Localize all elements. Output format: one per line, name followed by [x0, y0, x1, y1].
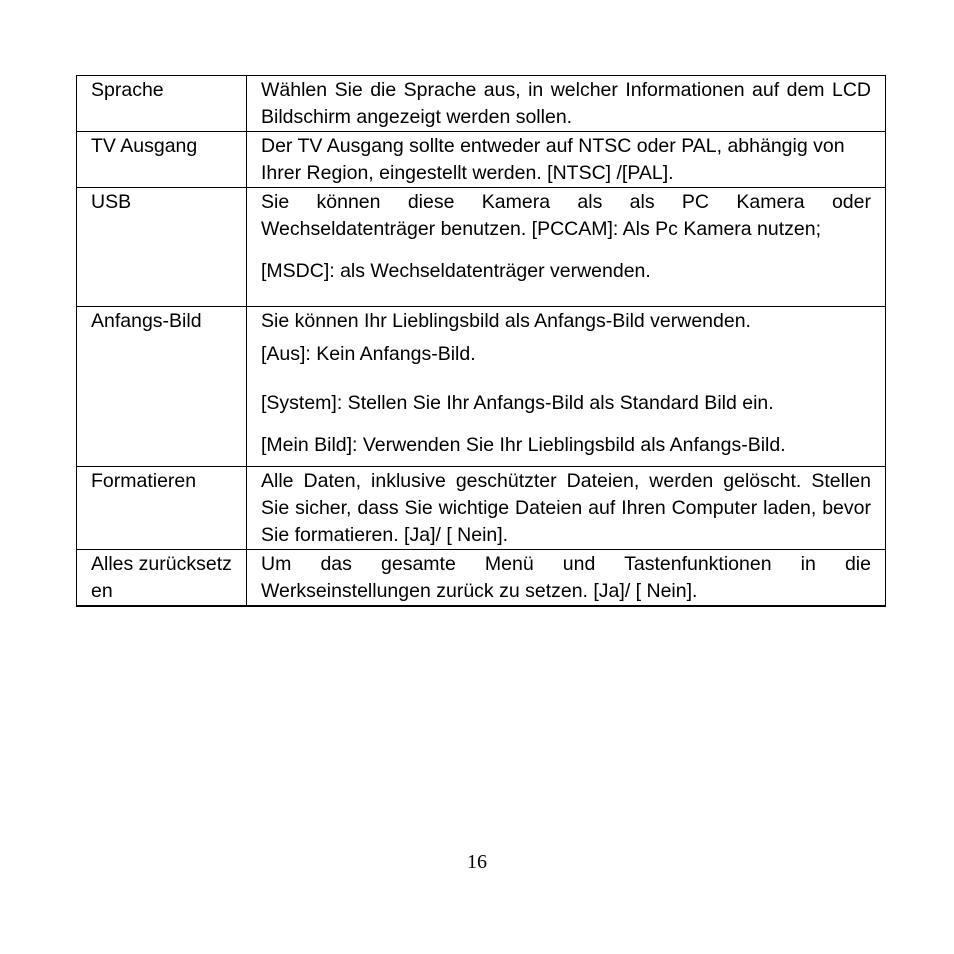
- setting-description: [247, 132, 886, 188]
- description-paragraph: Um das gesamte Menü und Tastenfunktionen in die Werkseinstellungen zurück zu setzen. [Ja]/ [ Nein].: [261, 553, 871, 602]
- setting-name: Alles zurücksetzen: [77, 550, 247, 607]
- setting-name: TV Ausgang: [77, 132, 247, 188]
- description-paragraph: [MSDC]: als Wechseldatenträger verwenden.: [261, 260, 651, 282]
- description-paragraph: [Aus]: Kein Anfangs-Bild.: [261, 343, 476, 365]
- setting-description: [247, 307, 886, 467]
- table-row: [77, 188, 886, 307]
- setting-name: Formatieren: [77, 467, 247, 550]
- description-paragraph: Wählen Sie die Sprache aus, in welcher Informationen auf dem LCD Bildschirm angezeigt werden sollen.: [261, 79, 871, 128]
- setting-name: Anfangs-Bild: [77, 307, 247, 467]
- table-row: [77, 307, 886, 467]
- description-paragraph: [Mein Bild]: Verwenden Sie Ihr Lieblingsbild als Anfangs-Bild.: [261, 434, 786, 456]
- table-row: [77, 76, 886, 132]
- setting-description: [247, 188, 886, 307]
- description-paragraph: Sie können Ihr Lieblingsbild als Anfangs-Bild verwenden.: [261, 310, 751, 332]
- description-paragraph: [System]: Stellen Sie Ihr Anfangs-Bild als Standard Bild ein.: [261, 392, 774, 414]
- description-paragraph: Alle Daten, inklusive geschützter Dateien, werden gelöscht. Stellen Sie sicher, dass Sie wichtige Dateien auf Ihren Computer laden, bevor Sie formatieren. [Ja]/ [ Nein].: [261, 470, 871, 546]
- setting-description: [247, 76, 886, 132]
- page-number: 16: [467, 851, 487, 873]
- table-row: [77, 550, 886, 607]
- table-row: [77, 467, 886, 550]
- setting-description: [247, 550, 886, 607]
- table-row: [77, 132, 886, 188]
- description-paragraph: Der TV Ausgang sollte entweder auf NTSC oder PAL, abhängig von Ihrer Region, eingestellt werden. [NTSC] /[PAL].: [261, 135, 845, 184]
- description-paragraph: Sie können diese Kamera als als PC Kamera oder Wechseldatenträger benutzen. [PCCAM]: Als Pc Kamera nutzen;: [261, 191, 871, 240]
- settings-table: [76, 75, 886, 607]
- setting-name: USB: [77, 188, 247, 307]
- setting-description: [247, 467, 886, 550]
- setting-name: Sprache: [77, 76, 247, 132]
